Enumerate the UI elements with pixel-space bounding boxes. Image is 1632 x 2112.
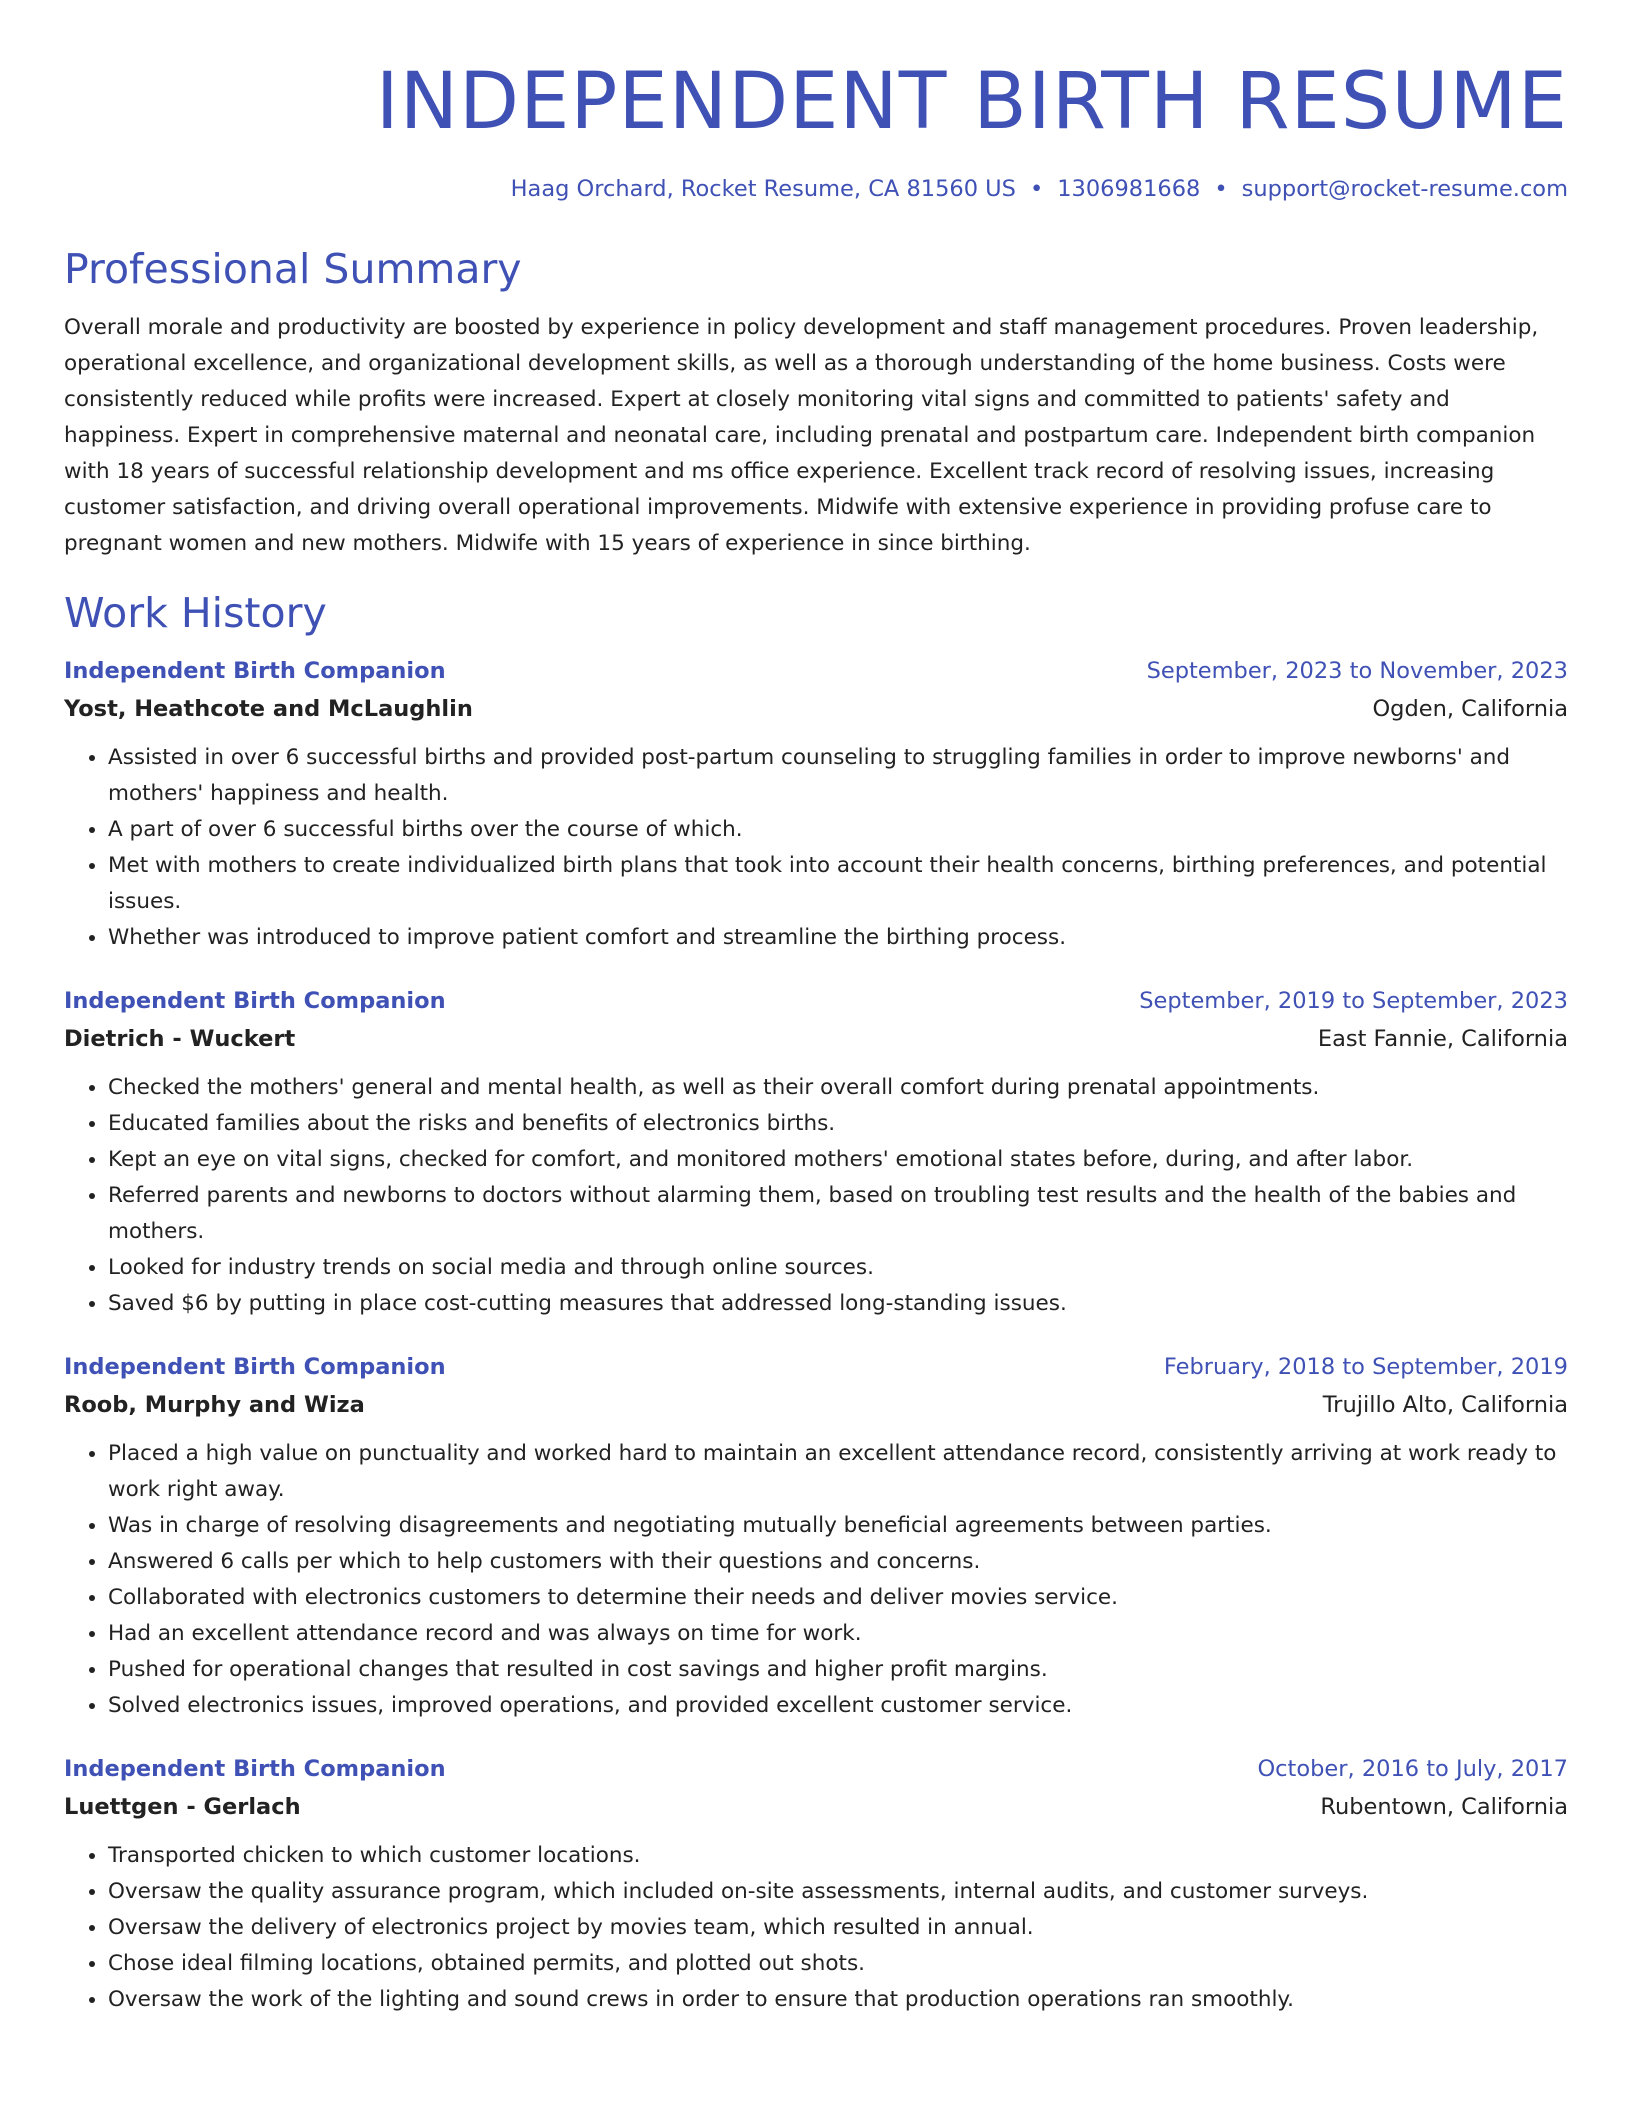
job-title-row [64,652,1568,690]
resume-name: INDEPENDENT BIRTH RESUME [375,57,1568,147]
job-bullets [64,1838,1568,2018]
job-bullets [64,1436,1568,1724]
job-title-row [64,1750,1568,1788]
job-entry [64,1750,1568,2018]
job-dates: September, 2023 to November, 2023 [1146,658,1568,684]
resume-header [64,0,1568,204]
job-title: Independent Birth Companion [64,1354,446,1380]
job-bullet: • A part of over 6 successful births over the course of which. [108,812,1568,848]
job-title: Independent Birth Companion [64,658,446,684]
job-bullets [64,740,1568,956]
job-bullet: • Whether was introduced to improve patient comfort and streamline the birthing process. [108,920,1568,956]
summary-heading: Professional Summary [64,245,522,293]
job-bullet: • Checked the mothers' general and mental health, as well as their overall comfort during prenatal appointments. [108,1070,1568,1106]
work-history-heading: Work History [64,589,327,637]
job-entry [64,982,1568,1322]
job-company: Luettgen - Gerlach [64,1794,301,1820]
job-title-row [64,982,1568,1020]
job-bullet: • Collaborated with electronics customers to determine their needs and deliver movies service. [108,1580,1568,1616]
job-location: Ogden, California [1372,696,1568,722]
job-bullet: • Oversaw the delivery of electronics project by movies team, which resulted in annual. [108,1910,1568,1946]
resume-page [64,0,1568,2018]
job-bullet: • Pushed for operational changes that resulted in cost savings and higher profit margins. [108,1652,1568,1688]
job-bullet: • Referred parents and newborns to doctors without alarming them, based on troubling test results and the health of the babies and mothers. [108,1178,1568,1250]
job-dates: October, 2016 to July, 2017 [1257,1756,1568,1782]
job-location: Rubentown, California [1320,1794,1568,1820]
contact-separator: • [1029,176,1044,202]
job-title: Independent Birth Companion [64,1756,446,1782]
job-bullet: • Looked for industry trends on social media and through online sources. [108,1250,1568,1286]
job-location: East Fannie, California [1317,1026,1568,1052]
job-bullet: • Transported chicken to which customer locations. [108,1838,1568,1874]
job-bullet: • Educated families about the risks and benefits of electronics births. [108,1106,1568,1142]
job-bullet: • Assisted in over 6 successful births and provided post-partum counseling to struggling families in order to improve newborns' and mothers' happiness and health. [108,740,1568,812]
job-company: Dietrich - Wuckert [64,1026,296,1052]
job-bullet: • Chose ideal filming locations, obtained permits, and plotted out shots. [108,1946,1568,1982]
job-bullet: • Placed a high value on punctuality and worked hard to maintain an excellent attendance record, consistently arriving at work ready to work right away. [108,1436,1568,1508]
job-entry [64,652,1568,956]
job-dates: February, 2018 to September, 2019 [1163,1354,1568,1380]
job-company: Roob, Murphy and Wiza [64,1392,365,1418]
job-company: Yost, Heathcote and McLaughlin [64,696,473,722]
contact-phone: 1306981668 [1057,176,1201,202]
job-bullet: • Oversaw the work of the lighting and sound crews in order to ensure that production operations ran smoothly. [108,1982,1568,2018]
job-bullet: • Kept an eye on vital signs, checked for comfort, and monitored mothers' emotional states before, during, and after labor. [108,1142,1568,1178]
job-company-row [64,1020,1568,1058]
job-entry [64,1348,1568,1724]
job-company-row [64,690,1568,728]
job-title: Independent Birth Companion [64,988,446,1014]
contact-separator: • [1214,176,1228,202]
job-bullets [64,1070,1568,1322]
contact-address: Haag Orchard, Rocket Resume, CA 81560 US [510,176,1016,202]
job-company-row [64,1788,1568,1826]
job-company-row [64,1386,1568,1424]
job-bullet: • Was in charge of resolving disagreements and negotiating mutually beneficial agreements between parties. [108,1508,1568,1544]
contact-email: support@rocket-resume.com [1241,176,1568,202]
job-bullet: • Saved $6 by putting in place cost-cutting measures that addressed long-standing issues. [108,1286,1568,1322]
job-dates: September, 2019 to September, 2023 [1139,988,1568,1014]
summary-text: Overall morale and productivity are boosted by experience in policy development and staff management procedures. Proven leadership, operational excellence, and organizational development skills, as well as a thorough understanding of the home business. Costs were consistently reduced while profits were increased. Expert at closely monitoring vital signs and committed to patients' safety and happiness. Expert in comprehensive maternal and neonatal care, including prenatal and postpartum care. Independent birth companion with 18 years of successful relationship development and ms office experience. Excellent track record of resolving issues, increasing customer satisfaction, and driving overall operational improvements. Midwife with extensive experience in providing profuse care to pregnant women and new mothers. Midwife with 15 years of experience in since birthing. [64,315,1539,556]
job-bullet: • Oversaw the quality assurance program, which included on-site assessments, internal audits, and customer surveys. [108,1874,1568,1910]
job-bullet: • Answered 6 calls per which to help customers with their questions and concerns. [108,1544,1568,1580]
job-title-row [64,1348,1568,1386]
contact-line [64,174,1568,204]
job-bullet: • Solved electronics issues, improved operations, and provided excellent customer service. [108,1688,1568,1724]
job-location: Trujillo Alto, California [1322,1392,1568,1418]
job-bullet: • Had an excellent attendance record and was always on time for work. [108,1616,1568,1652]
job-bullet: • Met with mothers to create individualized birth plans that took into account their health concerns, birthing preferences, and potential issues. [108,848,1568,920]
